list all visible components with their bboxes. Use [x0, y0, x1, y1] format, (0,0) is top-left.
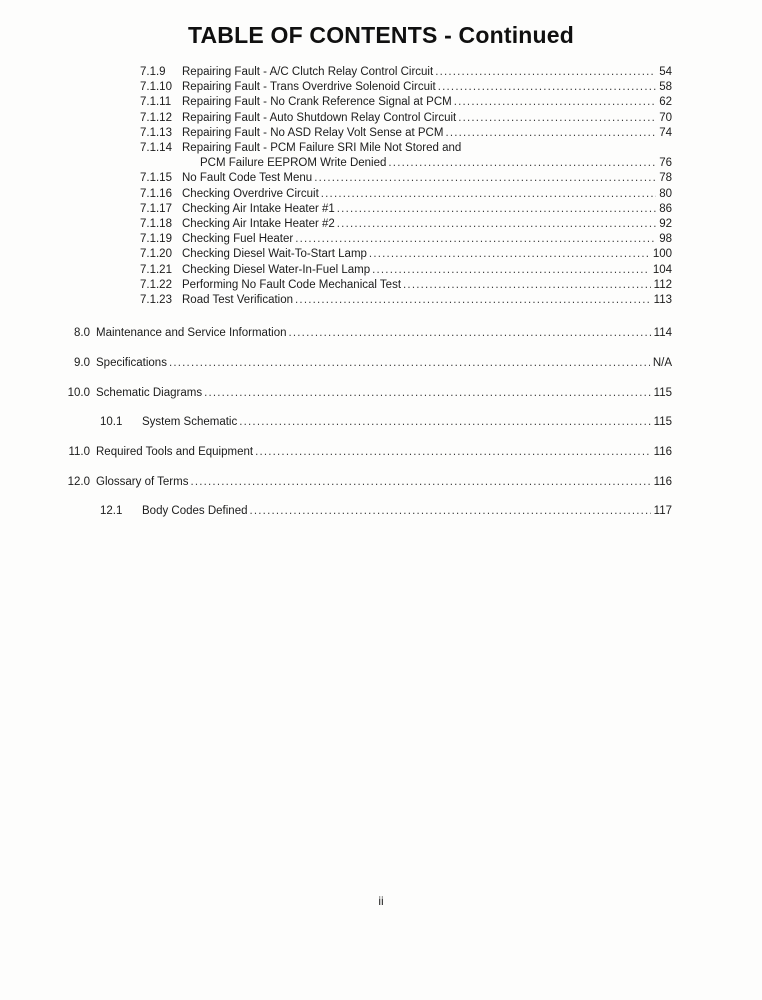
toc-entry-number: 7.1.17 [140, 202, 172, 215]
toc-entry [66, 326, 672, 341]
toc-entry-number: 7.1.16 [140, 187, 172, 200]
toc-entry [140, 65, 672, 80]
toc-entry-page: 112 [653, 278, 672, 291]
toc-entry-number: 7.1.10 [140, 81, 172, 94]
toc-leader-dots [445, 126, 656, 141]
toc-entry-number: 10.1 [100, 416, 123, 429]
toc-leader-dots [295, 293, 651, 308]
toc-entry-title: Checking Air Intake Heater #2 [182, 218, 335, 231]
toc-entry-page: 80 [659, 187, 672, 200]
toc-entry-title: Repairing Fault - Auto Shutdown Relay Control Circuit [182, 111, 457, 124]
toc-entry-number: 7.1.23 [140, 294, 172, 307]
toc-entry-page: 70 [659, 111, 672, 124]
toc-entry [66, 445, 672, 460]
toc-entry-page: 76 [659, 157, 672, 170]
toc-leader-dots [169, 356, 650, 371]
toc-entry-number: 7.1.15 [140, 172, 172, 185]
toc-entry-number: 10.0 [67, 386, 90, 399]
toc-entry [140, 247, 672, 262]
toc-entry-page: 58 [659, 81, 672, 94]
toc-entry-page: 92 [659, 218, 672, 231]
toc-leader-dots [369, 247, 650, 262]
toc-entry [140, 141, 672, 156]
toc-entry-page: 104 [652, 263, 672, 276]
toc-entry-title: Glossary of Terms [96, 475, 189, 488]
toc-entry [140, 126, 672, 141]
toc-entry-title: Maintenance and Service Information [96, 327, 287, 340]
toc-entry-page: 100 [652, 248, 672, 261]
toc-leader-dots [337, 202, 656, 217]
toc-entry-title: No Fault Code Test Menu [182, 172, 313, 185]
toc-entry-title: Performing No Fault Code Mechanical Test [182, 278, 402, 291]
toc-leader-dots [454, 95, 656, 110]
toc-entry-number: 8.0 [74, 327, 90, 340]
toc-leader-dots [458, 111, 656, 126]
toc-entry [140, 293, 672, 308]
toc-leader-dots [249, 504, 650, 519]
toc-entry-number: 7.1.19 [140, 233, 172, 246]
toc-entry-page: 116 [653, 475, 672, 488]
toc-entry-page: 116 [653, 446, 672, 459]
toc-entry-title: Road Test Verification [182, 294, 294, 307]
toc-entry-title: Schematic Diagrams [96, 386, 203, 399]
toc-leader-dots [295, 232, 656, 247]
toc-entry [140, 202, 672, 217]
toc-entry [66, 356, 672, 371]
toc-entry-title: Checking Fuel Heater [182, 233, 294, 246]
toc-entry-page: 114 [653, 327, 672, 340]
toc-entry-title: Repairing Fault - PCM Failure SRI Mile Not Stored and [182, 142, 462, 155]
toc-entry-number: 12.0 [67, 475, 90, 488]
toc-entry-page: 98 [659, 233, 672, 246]
toc-leader-dots [388, 156, 656, 171]
toc-entry-page: N/A [652, 356, 672, 369]
toc-leader-dots [438, 80, 656, 95]
toc-leader-dots [403, 278, 651, 293]
toc-entry-title: Body Codes Defined [142, 505, 248, 518]
toc-entry-number: 7.1.12 [140, 111, 172, 124]
toc-entry-number: 9.0 [74, 356, 90, 369]
toc-leader-dots [314, 171, 656, 186]
toc-leader-dots [255, 445, 651, 460]
toc-entry-number: 7.1.14 [140, 142, 172, 155]
toc-entry-page: 115 [653, 416, 672, 429]
toc-entry [140, 217, 672, 232]
toc-entry-number: 7.1.21 [140, 263, 172, 276]
toc-entry-number: 7.1.11 [140, 96, 172, 109]
toc-entry-title: Repairing Fault - A/C Clutch Relay Control Circuit [182, 66, 434, 78]
toc-entry-page: 74 [659, 126, 672, 139]
toc-entry [140, 171, 672, 186]
toc-entry-number: 11.0 [68, 446, 90, 459]
toc-entry-number: 7.1.13 [140, 126, 172, 139]
toc-entry [100, 415, 672, 430]
toc-entry-page: 78 [659, 172, 672, 185]
toc-entry [140, 95, 672, 110]
toc-section-list [66, 326, 672, 519]
toc-entry-title: Repairing Fault - No Crank Reference Signal at PCM [182, 96, 452, 109]
toc-entry-title: Repairing Fault - No ASD Relay Volt Sense at PCM [182, 126, 444, 139]
toc-leader-dots [372, 263, 650, 278]
toc-entry-number: 7.1.18 [140, 218, 172, 231]
toc-leader-dots [190, 475, 650, 490]
toc-entry [140, 80, 672, 95]
page-number: ii [378, 894, 384, 908]
toc-entry-title: Checking Diesel Wait-To-Start Lamp [182, 248, 367, 261]
toc-entry-number: 12.1 [100, 505, 123, 518]
toc-entry-title: Specifications [96, 356, 167, 369]
toc-entry-page: 86 [659, 202, 672, 215]
toc-entry-title: PCM Failure EEPROM Write Denied [200, 157, 387, 170]
toc-entry-title: System Schematic [142, 416, 238, 429]
toc-entry-number: 7.1.22 [140, 278, 172, 291]
toc-entry [140, 187, 672, 202]
toc-entry [66, 475, 672, 490]
toc-leader-dots [239, 415, 650, 430]
toc-entry-page: 113 [653, 294, 672, 307]
toc-entry-page: 54 [659, 66, 672, 78]
toc-leader-dots [321, 187, 656, 202]
toc-entry-page: 115 [653, 386, 672, 399]
toc-entry-title: Checking Air Intake Heater #1 [182, 202, 335, 215]
toc-entry-number: 7.1.9 [140, 66, 166, 78]
toc-subsection-list [140, 65, 672, 308]
toc-entry-number: 7.1.20 [140, 248, 172, 261]
toc-entry [140, 111, 672, 126]
toc-entry-page: 62 [659, 96, 672, 109]
toc-entry [140, 263, 672, 278]
toc-entry [66, 386, 672, 401]
toc-entry-page: 117 [653, 505, 672, 518]
toc-entry-title: Checking Diesel Water-In-Fuel Lamp [182, 263, 371, 276]
toc-entry-title: Repairing Fault - Trans Overdrive Solenoid Circuit [182, 81, 436, 94]
toc-entry-title: Required Tools and Equipment [96, 446, 254, 459]
toc-entry [100, 504, 672, 519]
toc-entry [140, 156, 672, 171]
toc-leader-dots [204, 386, 651, 401]
toc-leader-dots [289, 326, 651, 341]
toc-entry-title: Checking Overdrive Circuit [182, 187, 319, 200]
toc-entry [140, 232, 672, 247]
page-title: TABLE OF CONTENTS - Continued [187, 22, 575, 48]
toc-leader-dots [435, 65, 656, 80]
toc-entry [140, 278, 672, 293]
toc-leader-dots [337, 217, 656, 232]
